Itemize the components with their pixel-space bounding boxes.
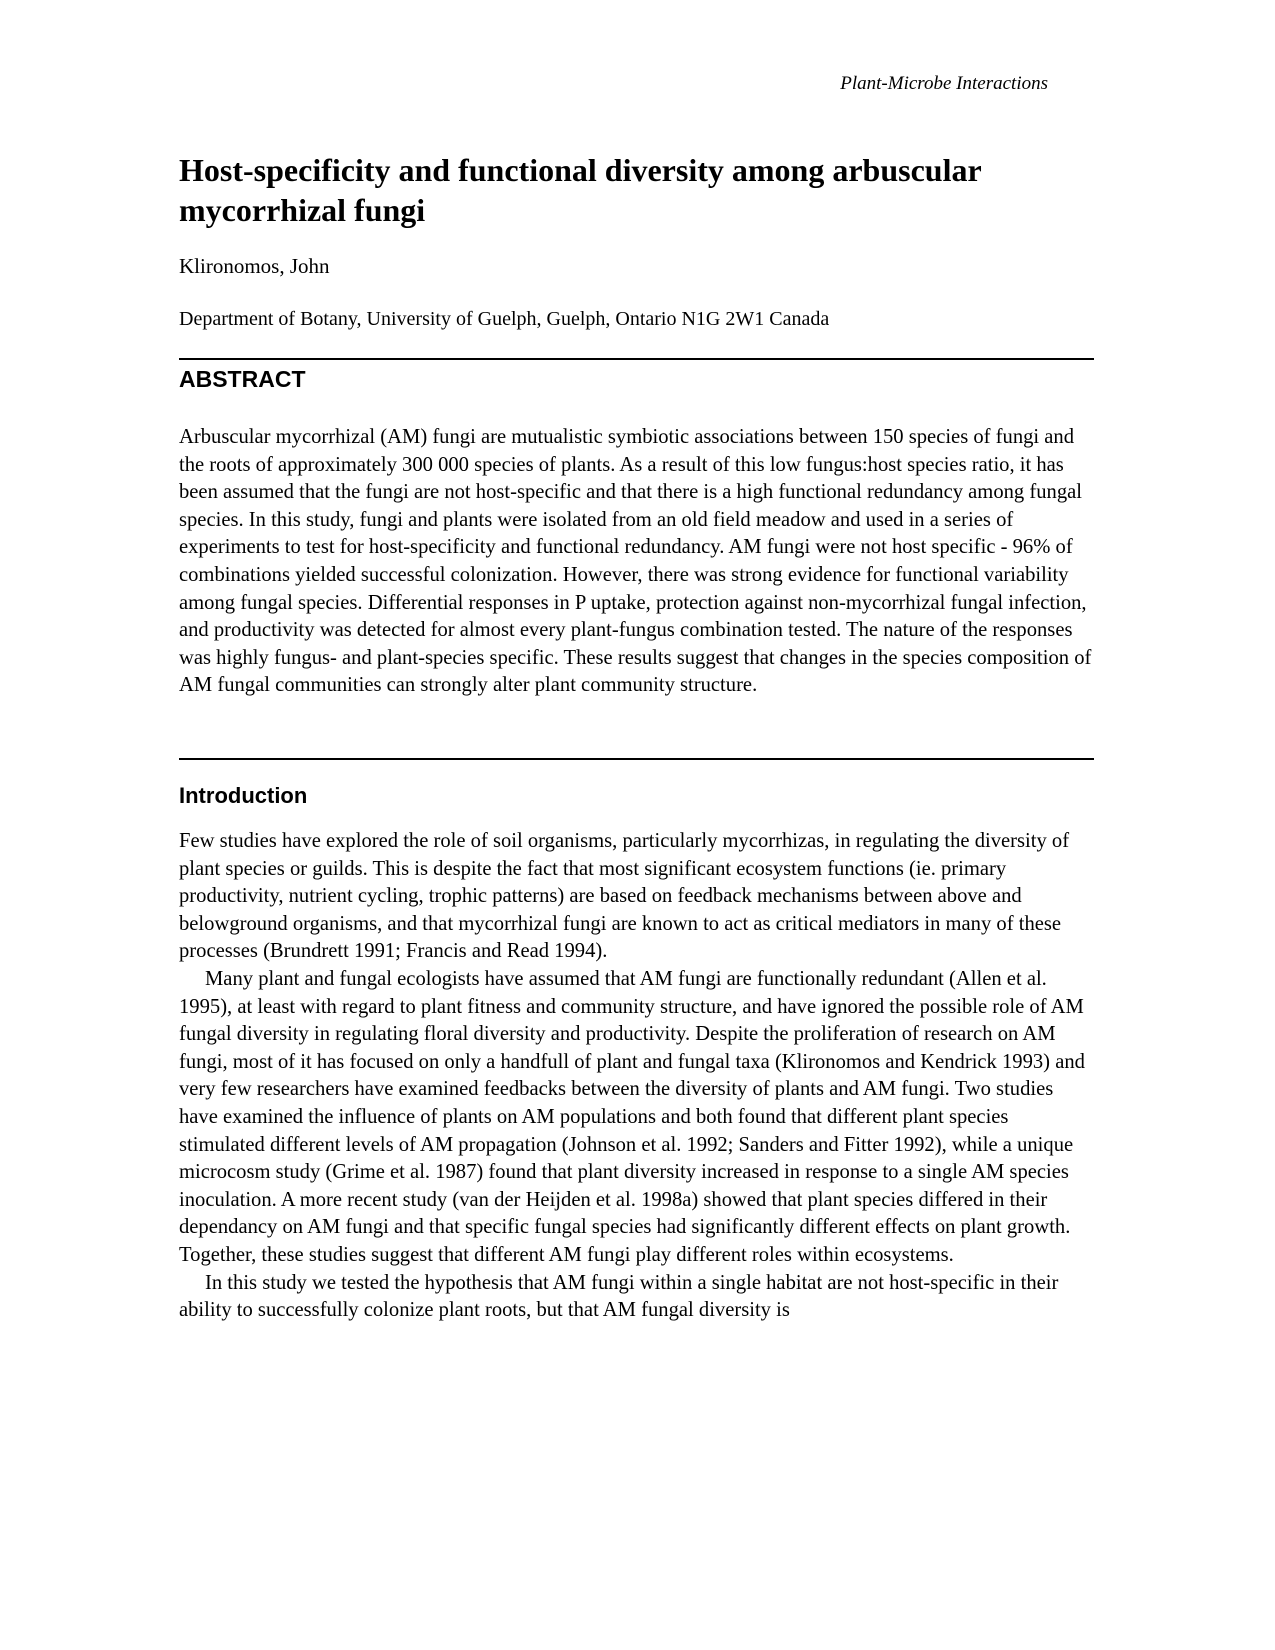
running-head: Plant-Microbe Interactions <box>840 73 1048 94</box>
abstract-top-rule <box>179 358 1094 360</box>
abstract-heading: ABSTRACT <box>179 366 306 392</box>
abstract-body: Arbuscular mycorrhizal (AM) fungi are mutualistic symbiotic associations between 150 species of fungi and the roots of approximately 300 000 species of plants. As a result of this low fungus:host species ratio, it has been assumed that the fungi are not host-specific and that there is a high functional redundancy among fungal species. In this study, fungi and plants were isolated from an old field meadow and used in a series of experiments to test for host-specificity and functional redundancy. AM fungi were not host specific - 96% of combinations yielded successful colonization. However, there was strong evidence for functional variability among fungal species. Differential responses in P uptake, protection against non-mycorrhizal fungal infection, and productivity was detected for almost every plant-fungus combination tested. The nature of the responses was highly fungus- and plant-species specific. These results suggest that changes in the species composition of AM fungal communities can strongly alter plant community structure. <box>179 426 1092 697</box>
paper-title: Host-specificity and functional diversity among arbuscular mycorrhizal fungi <box>179 152 982 228</box>
introduction-paragraph: Many plant and fungal ecologists have assumed that AM fungi are functionally redundant (Allen et al. 1995), at least with regard to plant fitness and community structure, and have ignored the possible role of AM fungal diversity in regulating floral diversity and productivity. Despite the proliferation of research on AM fungi, most of it has focused on only a handfull of plant and fungal taxa (Klironomos and Kendrick 1993) and very few researchers have examined feedbacks between the diversity of plants and AM fungi. Two studies have examined the influence of plants on AM populations and both found that different plant species stimulated different levels of AM propagation (Johnson et al. 1992; Sanders and Fitter 1992), while a unique microcosm study (Grime et al. 1987) found that plant diversity increased in response to a single AM species inoculation. A more recent study (van der Heijden et al. 1998a) showed that plant species differed in their dependancy on AM fungi and that specific fungal species had significantly different effects on plant growth. Together, these studies suggest that different AM fungi play different roles within ecosystems. <box>179 967 1085 1266</box>
author-name: Klironomos, John <box>179 254 330 278</box>
introduction-paragraph: In this study we tested the hypothesis that AM fungi within a single habitat are not host-specific in their ability to successfully colonize plant roots, but that AM fungal diversity is <box>179 1271 1059 1322</box>
introduction-heading: Introduction <box>179 783 308 808</box>
introduction-body <box>179 828 1094 1325</box>
abstract-bottom-rule <box>179 758 1094 760</box>
introduction-paragraph: Few studies have explored the role of soil organisms, particularly mycorrhizas, in regulating the diversity of plant species or guilds. This is despite the fact that most significant ecosystem functions (ie. primary productivity, nutrient cycling, trophic patterns) are based on feedback mechanisms between above and belowground organisms, and that mycorrhizal fungi are known to act as critical mediators in many of these processes (Brundrett 1991; Francis and Read 1994). <box>179 830 1070 963</box>
author-affiliation: Department of Botany, University of Guelph, Guelph, Ontario N1G 2W1 Canada <box>179 308 830 330</box>
